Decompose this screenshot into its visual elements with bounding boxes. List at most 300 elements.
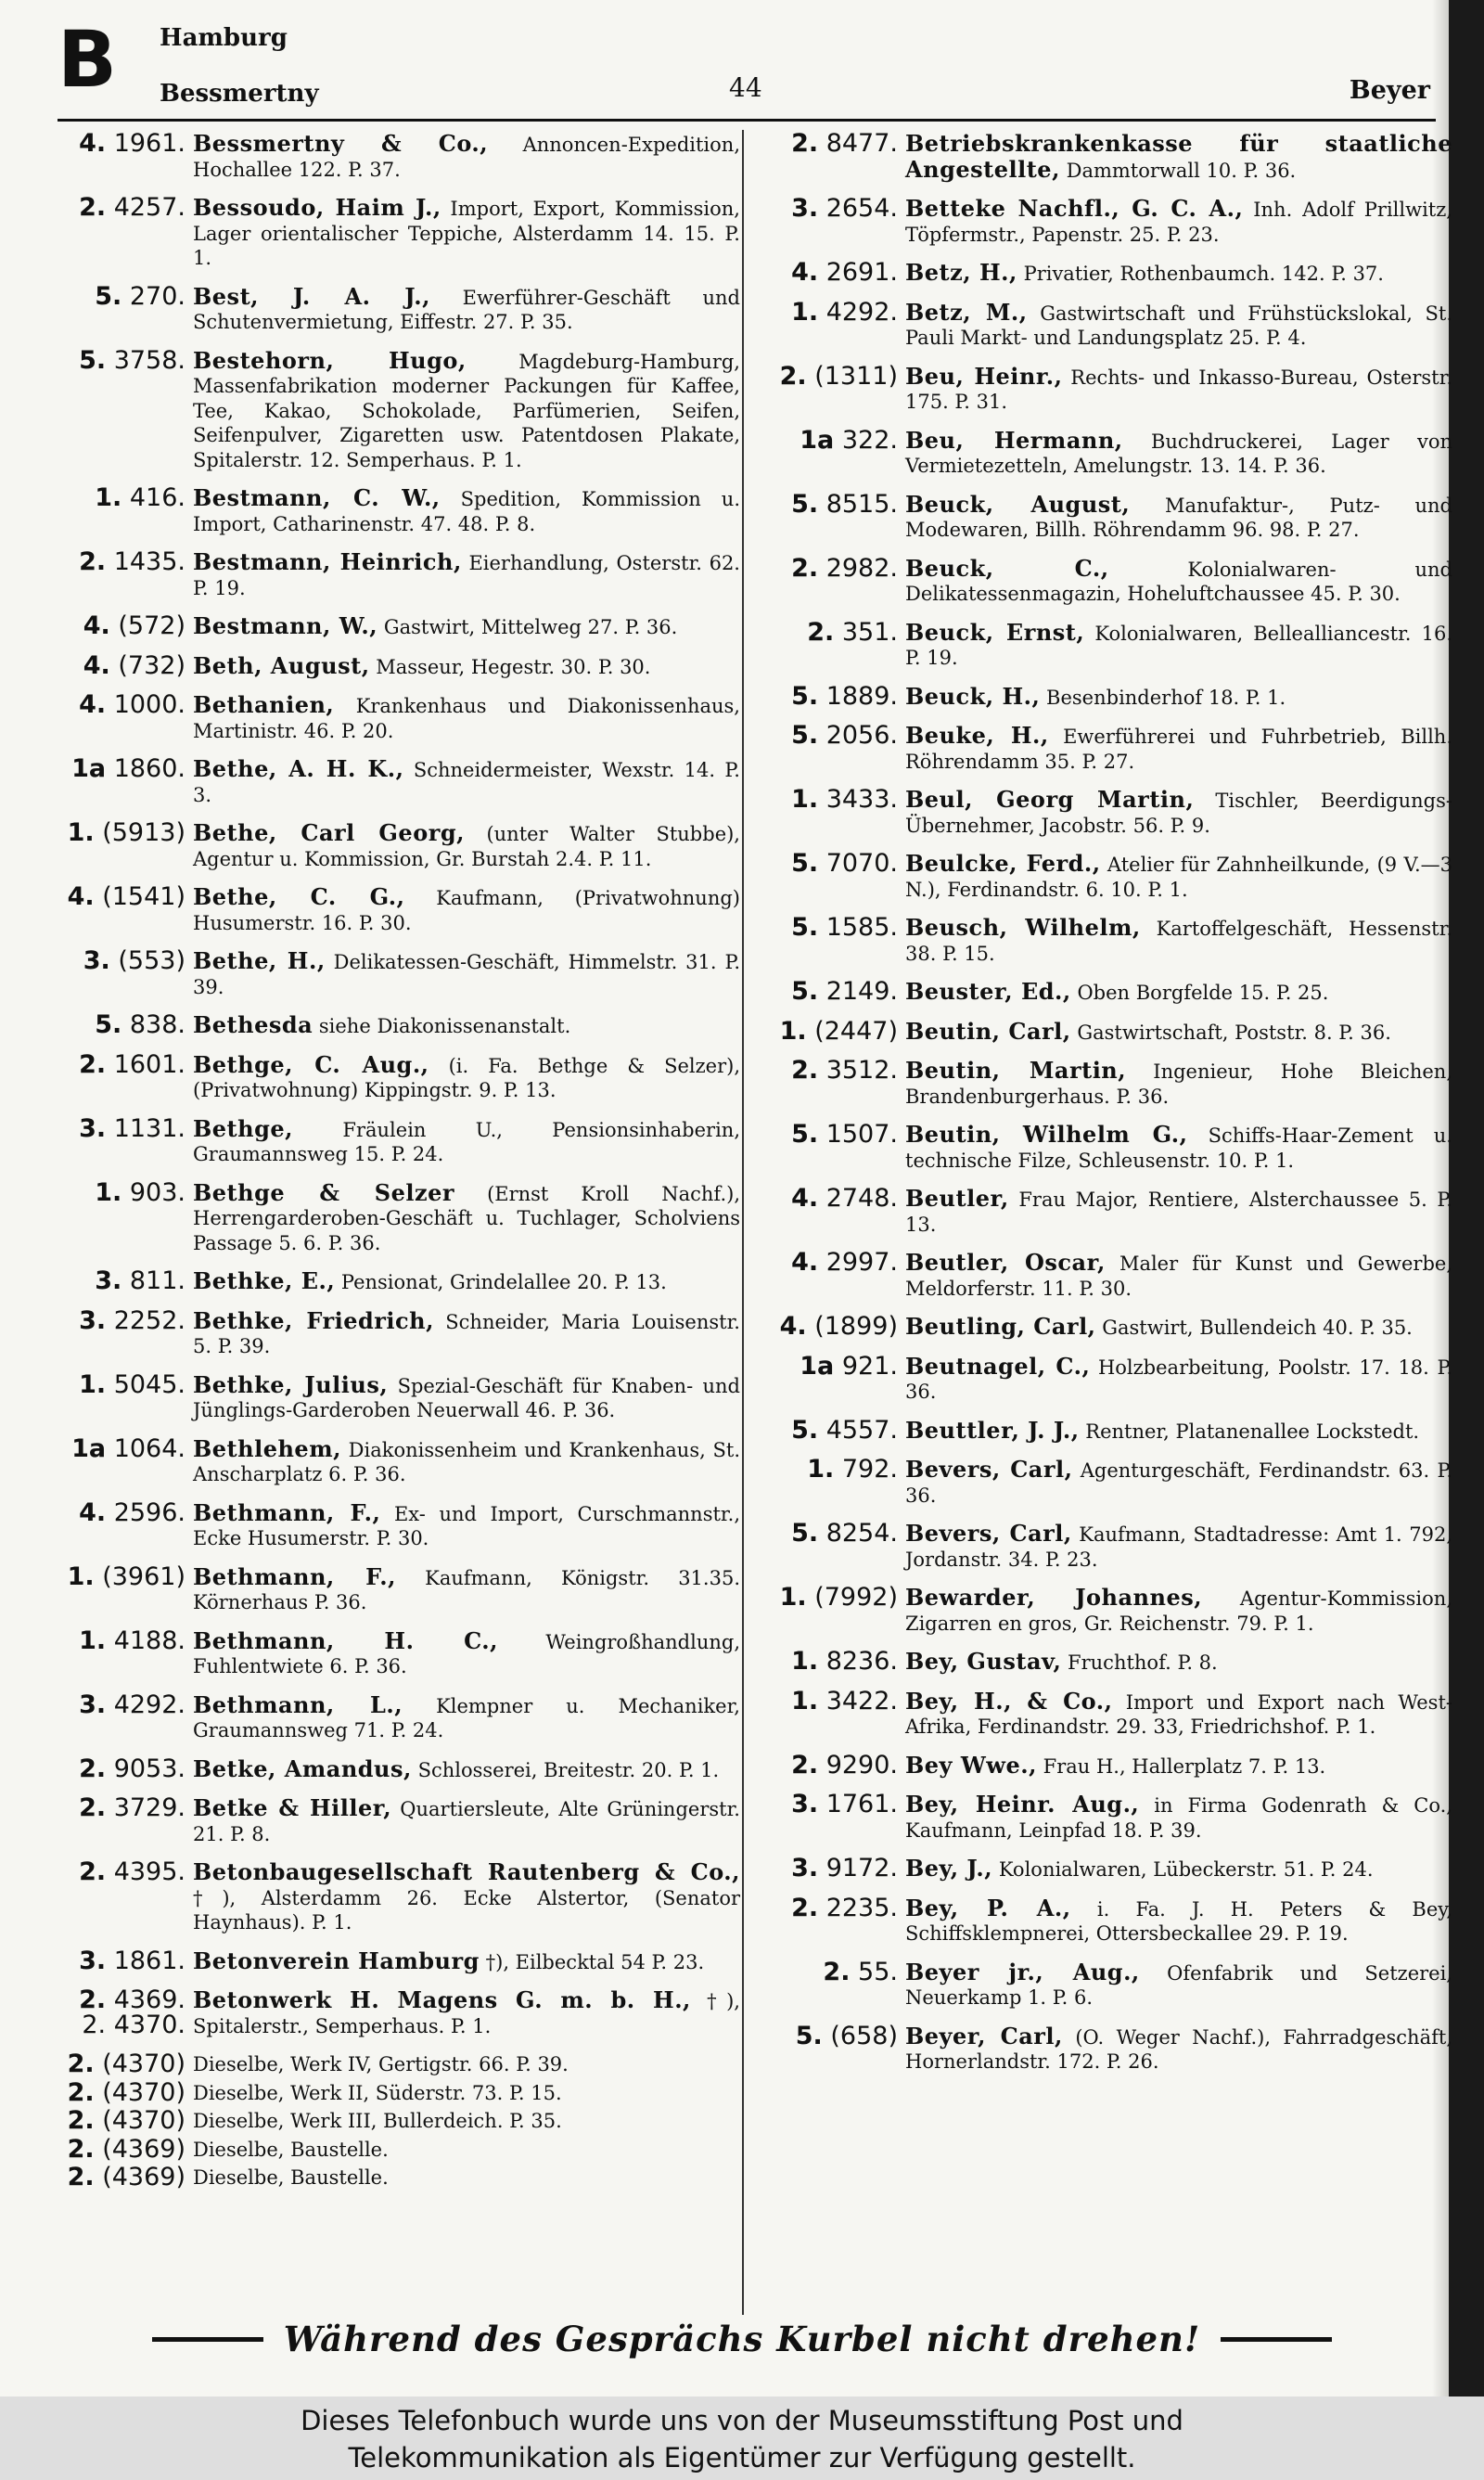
listing-details: siehe Diakonissenanstalt.	[318, 1015, 571, 1037]
listing-entry	[56, 1946, 740, 1975]
exchange-code: 3.	[791, 194, 819, 223]
listing-body	[193, 1690, 740, 1743]
phone-number	[768, 1120, 898, 1173]
exchange-code: 4.	[791, 1248, 819, 1277]
subscriber-name: Bevers, Carl,	[905, 1456, 1073, 1483]
exchange-code: 5.	[95, 1010, 122, 1039]
phone-number	[56, 1369, 186, 1423]
listing-entry	[56, 1369, 740, 1423]
subscriber-name: Bethmann, L.,	[193, 1690, 403, 1718]
listing-body	[905, 298, 1452, 351]
exchange-code: 2.	[67, 2134, 95, 2164]
subscriber-name: Bethke, E.,	[193, 1267, 336, 1294]
listing-body	[905, 852, 1452, 902]
listing-entry	[56, 1690, 740, 1743]
phone-number	[56, 2077, 186, 2107]
listing-entry	[56, 483, 740, 536]
phone-number	[56, 754, 186, 807]
listing-body	[905, 682, 1452, 711]
subscriber-number: 3422.	[825, 1686, 898, 1715]
exchange-code: 2.	[807, 617, 835, 647]
listing-body	[193, 1796, 740, 1846]
listing-body	[905, 1793, 1452, 1843]
listing-details: Kartoffelgeschäft, Hessenstr. 38. P. 15.	[905, 918, 1453, 965]
listing-details: Import und Export nach West-Afrika, Ferdinandstr. 29. 33, Friedrichshof. P. 1.	[905, 1690, 1452, 1738]
subscriber-number: 1507.	[825, 1120, 898, 1149]
subscriber-number: 4557.	[825, 1415, 898, 1445]
left-column	[56, 129, 740, 2194]
listing-entry	[768, 2021, 1452, 2075]
phone-number	[56, 2134, 186, 2164]
listing-entry	[768, 1519, 1452, 1572]
subscriber-name: Bethe, H.,	[193, 947, 326, 974]
subscriber-number: 2997.	[825, 1248, 898, 1277]
phone-number	[768, 425, 898, 479]
listing-body	[193, 550, 740, 600]
phone-number	[768, 681, 898, 711]
phone-number	[56, 690, 186, 743]
exchange-code: 1.	[95, 483, 122, 512]
subscriber-number: 921.	[841, 1351, 898, 1381]
phone-number	[768, 1647, 898, 1676]
listing-body	[905, 362, 1452, 415]
listing-details: Spezial-Geschäft für Knaben- und Jünglings-Garderoben Neuerwall 46. P. 36.	[193, 1374, 740, 1421]
listing-body	[193, 2138, 740, 2163]
subscriber-number: 792.	[841, 1455, 898, 1484]
subscriber-name: Beuttler, J. J.,	[905, 1416, 1080, 1444]
subscriber-name: Bestehorn, Hugo,	[193, 346, 467, 374]
listing-details: Rechts- und Inkasso-Bureau, Osterstr. 175. P. 31.	[905, 366, 1452, 413]
listing-details: Ofenfabrik und Setzerei, Neuerkamp 1. P. 6.	[905, 1961, 1452, 2009]
subscriber-name: Bestmann, W.,	[193, 612, 378, 639]
subscriber-name: Bethge & Selzer	[193, 1178, 455, 1206]
phone-number	[56, 1793, 186, 1846]
exchange-code: 4.	[79, 690, 107, 719]
subscriber-number: 1761.	[825, 1790, 898, 1818]
listing-body	[905, 980, 1452, 1006]
listing-body	[193, 1434, 740, 1487]
listing-details: (i. Fa. Bethge & Selzer), (Privatwohnung) Kippingstr. 9. P. 13.	[193, 1054, 740, 1101]
listing-details: Ewerführerei und Fuhrbetrieb, Billh. Röhrendamm 35. P. 27.	[905, 726, 1453, 773]
subscriber-number: 838.	[129, 1010, 186, 1039]
exchange-code: 4.	[67, 882, 95, 911]
listing-body	[905, 1187, 1452, 1237]
exchange-code: 1a	[800, 425, 835, 455]
phone-number	[768, 1415, 898, 1445]
listing-details: (unter Walter Stubbe), Agentur u. Kommission, Gr. Burstah 2.4. P. 11.	[193, 823, 740, 870]
listing-details: Klempner u. Mechaniker, Graumannsweg 71. P. 24.	[193, 1694, 740, 1741]
listing-details: Fruchthof. P. 8.	[1068, 1651, 1218, 1674]
subscriber-number: 3758.	[113, 345, 186, 375]
subscriber-number: 2056.	[825, 721, 898, 750]
subscriber-name: Bethge,	[193, 1114, 293, 1142]
phone-number	[56, 818, 186, 871]
listing-details: †), Eilbecktal 54 P. 23.	[485, 1950, 705, 1973]
subscriber-number: (1899)	[814, 1312, 898, 1341]
phone-number	[768, 617, 898, 671]
subscriber-number: 1889.	[825, 681, 898, 711]
exchange-code: 4.	[83, 611, 110, 640]
listing-body	[193, 885, 740, 935]
subscriber-number: 4292.	[113, 1690, 186, 1719]
listing-body	[193, 486, 740, 536]
subscriber-number: 8254.	[825, 1519, 898, 1548]
phone-number	[768, 1583, 898, 1636]
listing-entry	[768, 1647, 1452, 1676]
listing-details: Diakonissenheim und Krankenhaus, St. Anscharplatz 6. P. 36.	[193, 1438, 740, 1485]
listing-entry	[56, 1049, 740, 1103]
subscriber-name: Betriebskrankenkasse für staatliche Angestellte,	[905, 130, 1452, 183]
subscriber-number: 1064.	[113, 1433, 186, 1463]
subscriber-name: Bethlehem,	[193, 1434, 341, 1462]
phone-number	[56, 946, 186, 999]
listing-entry	[56, 193, 740, 271]
subscriber-number: 1435.	[113, 547, 186, 576]
phone-number	[56, 2106, 186, 2135]
listing-details: Gastwirtschaft, Poststr. 8. P. 36.	[1077, 1021, 1391, 1044]
subscriber-number: 1860.	[113, 754, 186, 783]
exchange-code: 2.	[79, 1793, 107, 1822]
subscriber-number: 2235.	[825, 1893, 898, 1922]
listing-entry	[768, 1854, 1452, 1882]
phone-number	[768, 1248, 898, 1301]
subscriber-number: (5913)	[102, 818, 186, 847]
exchange-code: 1a	[71, 1433, 107, 1463]
page-number: 44	[729, 72, 762, 103]
listing-details: Gastwirt, Mittelweg 27. P. 36.	[383, 616, 678, 638]
listing-body	[905, 1586, 1452, 1636]
listing-entry	[56, 1305, 740, 1359]
listing-details: Kaufmann, Stadtadresse: Amt 1. 792, Jordanstr. 34. P. 23.	[905, 1523, 1452, 1571]
subscriber-number: 5045.	[113, 1369, 186, 1399]
subscriber-number: 3729.	[113, 1793, 186, 1822]
listing-details: (Ernst Kroll Nachf.), Herrengarderoben-Geschäft u. Tuchlager, Scholviens Passage 5. 6. P. 36.	[193, 1182, 740, 1254]
listing-details: Dammtorwall 10. P. 36.	[1066, 159, 1297, 182]
listing-body	[905, 554, 1452, 607]
listing-body	[193, 1114, 740, 1167]
listing-entry	[56, 754, 740, 807]
subscriber-name: Betz, H.,	[905, 259, 1017, 286]
subscriber-name: Bethge, C. Aug.,	[193, 1050, 429, 1078]
phone-number	[768, 1056, 898, 1109]
listing-body	[905, 916, 1452, 966]
exchange-code: 5.	[791, 681, 819, 711]
exchange-code: 5.	[791, 721, 819, 750]
listing-details: Kolonialwaren, Lübeckerstr. 51. P. 24.	[998, 1858, 1374, 1881]
phone-number	[56, 1266, 186, 1295]
listing-body	[905, 1896, 1452, 1947]
subscriber-number: 3433.	[825, 785, 898, 814]
listing-entry	[56, 129, 740, 182]
exchange-code: 5.	[79, 345, 107, 375]
exchange-code: 2.	[67, 2163, 95, 2191]
exchange-code: 2.	[79, 1985, 107, 2014]
listing-details: Annoncen-Expedition, Hochallee 122. P. 37.	[193, 134, 740, 181]
subscriber-name: Bey Wwe.,	[905, 1751, 1037, 1779]
listing-details: Ingenieur, Hohe Bleichen, Brandenburgerhaus. P. 36.	[905, 1060, 1452, 1108]
exchange-code: 1.	[791, 1647, 819, 1676]
phone-number	[56, 129, 186, 182]
subscriber-name: Betke, Amandus,	[193, 1754, 412, 1782]
listing-entry	[768, 785, 1452, 838]
listing-entry	[56, 818, 740, 871]
subscriber-number: 4188.	[113, 1625, 186, 1655]
credit-line-2: Telekommunikation als Eigentümer zur Verfügung gestellt.	[348, 2442, 1136, 2474]
exchange-code: 2.	[791, 1056, 819, 1085]
subscriber-number: (4370)	[102, 2106, 186, 2135]
footer-rule-left	[152, 2337, 263, 2342]
subscriber-name: Bethke, Friedrich,	[193, 1306, 434, 1334]
subscriber-name: Beth, August,	[193, 651, 370, 679]
listing-body	[905, 1416, 1452, 1445]
subscriber-name: Beyer, Carl,	[905, 2022, 1063, 2050]
exchange-code: 2.	[791, 1750, 819, 1780]
listing-details: Dieselbe, Baustelle.	[193, 2166, 389, 2189]
exchange-code: 4.	[79, 129, 107, 158]
listing-entry	[56, 1561, 740, 1615]
subscriber-name: Betonbaugesellschaft Rautenberg & Co.,	[193, 1858, 740, 1885]
phone-number	[56, 483, 186, 536]
listing-entry	[768, 1312, 1452, 1341]
listing-body	[905, 1458, 1452, 1508]
subscriber-name: Bevers, Carl,	[905, 1520, 1072, 1547]
phone-number	[768, 977, 898, 1006]
exchange-code: 4.	[791, 1184, 819, 1213]
subscriber-name: Bey, Gustav,	[905, 1648, 1062, 1675]
phone-number	[56, 1049, 186, 1103]
phone-number	[768, 913, 898, 966]
listing-body	[193, 1562, 740, 1615]
listing-entry	[768, 1893, 1453, 1947]
phone-number	[768, 1455, 898, 1508]
subscriber-name: Beutling, Carl,	[905, 1313, 1096, 1340]
listing-entry	[56, 547, 740, 600]
exchange-code: 2.	[79, 193, 107, 222]
listing-entry	[56, 1985, 740, 2039]
listing-entry	[56, 650, 740, 680]
exchange-code: 2.	[79, 547, 107, 576]
header-rule	[58, 119, 1436, 122]
exchange-code: 3.	[79, 1946, 107, 1975]
phone-number	[56, 1497, 186, 1551]
exchange-code: 5.	[791, 1519, 819, 1548]
listing-body	[905, 132, 1452, 183]
subscriber-number: 4292.	[825, 297, 898, 327]
phone-number	[768, 1016, 898, 1046]
subscriber-number: (2447)	[814, 1016, 898, 1046]
listing-details: Pensionat, Grindelallee 20. P. 13.	[340, 1271, 667, 1293]
exchange-code: 1.	[67, 1561, 95, 1591]
subscriber-number: (553)	[118, 946, 186, 975]
subscriber-number: 351.	[841, 617, 898, 647]
listing-details: Buchdruckerei, Lager von Vermietezetteln, Amelungstr. 13. 14. P. 36.	[905, 430, 1452, 477]
listing-details: Ex- und Import, Curschmannstr., Ecke Husumerstr. P. 30.	[193, 1502, 740, 1549]
listing-entry	[768, 1120, 1452, 1173]
exchange-code: 1.	[807, 1455, 835, 1484]
phone-number	[56, 1561, 186, 1615]
listing-entry	[768, 1583, 1452, 1636]
listing-entry	[768, 361, 1452, 415]
listing-details: Dieselbe, Werk IV, Gertigstr. 66. P. 39.	[193, 2053, 569, 2075]
listing-body	[193, 2052, 740, 2077]
listing-entry	[56, 1177, 740, 1256]
subscriber-number: (658)	[830, 2021, 898, 2050]
phone-number	[768, 258, 898, 287]
subscriber-number: 9053.	[113, 1754, 186, 1783]
subscriber-name: Beusch, Wilhelm,	[905, 914, 1141, 941]
phone-number	[768, 553, 898, 607]
phone-number	[768, 194, 898, 247]
listing-body	[193, 1498, 740, 1551]
exchange-code: 1.	[67, 818, 95, 847]
exchange-code: 1a	[71, 754, 107, 783]
exchange-code: 5.	[795, 2021, 823, 2050]
listing-entry	[768, 129, 1452, 183]
listing-entry	[56, 1010, 740, 1039]
phone-number	[56, 2052, 186, 2077]
phone-number	[768, 129, 898, 183]
listing-details: Atelier für Zahnheilkunde, (9 V.—3 N.), Ferdinandstr. 6. 10. P. 1.	[905, 854, 1452, 901]
listing-entry	[768, 1455, 1453, 1508]
listing-entry	[768, 1184, 1452, 1237]
listing-details: Weingroßhandlung, Fuhlentwiete 6. P. 36.	[193, 1630, 740, 1677]
phone-number	[768, 1854, 898, 1882]
listing-details: Dieselbe, Werk III, Bullerdeich. P. 35.	[193, 2110, 562, 2132]
listing-details: Delikatessen-Geschäft, Himmelstr. 31. P. 39.	[193, 951, 740, 998]
subscriber-number: 9172.	[825, 1854, 898, 1882]
listing-details: Kolonialwaren- und Delikatessenmagazin, Hoheluftchaussee 45. P. 30.	[905, 558, 1452, 605]
subscriber-name: Beulcke, Ferd.,	[905, 850, 1101, 877]
phone-number	[56, 1433, 186, 1487]
subscriber-name: Bethmann, H. C.,	[193, 1626, 498, 1654]
phone-number	[56, 1625, 186, 1679]
subscriber-name: Beutin, Wilhelm G.,	[905, 1121, 1188, 1148]
subscriber-number: 4257.	[113, 193, 186, 222]
listing-details: Holzbearbeitung, Poolstr. 17. 18. P. 36.	[905, 1356, 1453, 1403]
subscriber-number: (572)	[118, 611, 186, 640]
listing-body	[905, 1352, 1453, 1405]
archive-credit	[0, 2396, 1484, 2480]
subscriber-name: Beu, Heinr.,	[905, 362, 1063, 390]
subscriber-name: Beuck, Ernst,	[905, 618, 1085, 646]
phone-number	[56, 547, 186, 600]
subscriber-name: Bethe, Carl Georg,	[193, 819, 465, 846]
exchange-code: 4.	[83, 650, 110, 680]
listing-body	[193, 693, 740, 743]
listing-entry	[768, 849, 1452, 902]
subscriber-name: Bewarder, Johannes,	[905, 1584, 1203, 1611]
listing-entry	[768, 258, 1452, 287]
subscriber-name: Beutin, Carl,	[905, 1017, 1071, 1045]
subscriber-number: (4370)	[102, 2077, 186, 2107]
listing-details: Frau Major, Rentiere, Alsterchaussee 5. P. 13.	[905, 1189, 1452, 1236]
phone-number	[56, 1754, 186, 1783]
listing-body	[905, 1315, 1452, 1341]
subscriber-number: 1000.	[113, 690, 186, 719]
listing-entry	[768, 1790, 1452, 1843]
listing-body	[905, 1857, 1452, 1882]
right-column	[768, 129, 1453, 2088]
listing-body	[193, 1269, 740, 1295]
listing-details: Rentner, Platanenallee Lockstedt.	[1085, 1420, 1420, 1443]
listing-details: Manufaktur-, Putz- und Modewaren, Billh. Röhrendamm 96. 98. P. 27.	[905, 494, 1452, 541]
listing-entry	[768, 553, 1452, 607]
subscriber-number: 416.	[129, 483, 186, 512]
listing-entry	[56, 345, 740, 473]
subscriber-name: Bethmann, F.,	[193, 1562, 396, 1590]
listing-body	[193, 757, 740, 807]
listing-entry	[56, 1793, 740, 1846]
listing-entry	[56, 2052, 740, 2077]
listing-entry	[768, 913, 1453, 966]
subscriber-name: Beutler, Oscar,	[905, 1249, 1106, 1276]
listing-body	[905, 1017, 1452, 1046]
phone-number	[56, 1690, 186, 1743]
listing-entry	[768, 1351, 1453, 1405]
listing-body	[905, 1123, 1452, 1173]
phone-number	[56, 193, 186, 271]
exchange-code: 1.	[95, 1177, 122, 1207]
listing-body	[193, 346, 740, 473]
exchange-code: 2.	[823, 1957, 851, 1986]
exchange-code: 1.	[791, 1686, 819, 1715]
exchange-code: 3.	[79, 1305, 107, 1335]
subscriber-name: Beuck, H.,	[905, 682, 1041, 710]
section-letter: B	[58, 14, 118, 105]
listing-entry	[768, 1415, 1452, 1445]
listing-details: †), Spitalerstr., Semperhaus. P. 1.	[193, 1990, 740, 2037]
listing-details: Inh. Adolf Prillwitz, Töpfermstr., Papenstr. 25. P. 23.	[905, 199, 1452, 246]
subscriber-number: 2149.	[825, 977, 898, 1006]
listing-details: in Firma Godenrath & Co., Kaufmann, Leinpfad 18. P. 39.	[905, 1794, 1452, 1842]
footer-banner-text: Während des Gesprächs Kurbel nicht drehen!	[283, 2319, 1201, 2359]
listing-details: Besenbinderhof 18. P. 1.	[1046, 686, 1286, 709]
phone-number	[768, 1893, 898, 1947]
exchange-code: 2.	[791, 1893, 819, 1922]
listing-details: Quartiersleute, Alte Grüningerstr. 21. P. 8.	[193, 1798, 740, 1845]
listing-body	[905, 724, 1452, 774]
exchange-code: 5.	[95, 281, 122, 311]
running-head-first-name: Bessmertny	[160, 80, 319, 108]
listing-details: Schneider, Maria Louisenstr. 5. P. 39.	[193, 1310, 740, 1357]
subscriber-number: 8515.	[825, 489, 898, 519]
subscriber-number: (3961)	[102, 1561, 186, 1591]
listing-entry	[56, 2134, 740, 2164]
listing-body	[193, 132, 740, 182]
subscriber-name: Beuck, August,	[905, 490, 1131, 518]
listing-entry	[56, 1113, 740, 1167]
listing-entry	[56, 882, 740, 935]
exchange-code: 3.	[95, 1266, 122, 1295]
listing-entry	[768, 1686, 1452, 1740]
subscriber-number: 4395.	[113, 1857, 186, 1886]
listing-details: i. Fa. J. H. Peters & Bey, Schiffsklempnerei, Ottersbeckallee 29. P. 19.	[905, 1897, 1453, 1945]
listing-body	[905, 788, 1452, 838]
listing-details: Frau H., Hallerplatz 7. P. 13.	[1043, 1754, 1326, 1778]
exchange-code: 5.	[791, 489, 819, 519]
listing-entry	[768, 977, 1452, 1006]
listing-entry	[768, 194, 1452, 247]
subscriber-name: Bessoudo, Haim J.,	[193, 194, 441, 221]
listing-entry	[768, 721, 1453, 774]
subscriber-number: 2252.	[113, 1305, 186, 1335]
phone-number	[768, 1312, 898, 1341]
phone-number	[768, 361, 898, 415]
listing-details: Ewerführer-Geschäft und Schutenvermietung, Eiffestr. 27. P. 35.	[193, 286, 740, 333]
subscriber-name: Bessmertny & Co.,	[193, 130, 489, 157]
subscriber-number: 1961.	[113, 129, 186, 158]
listing-body	[193, 651, 740, 680]
